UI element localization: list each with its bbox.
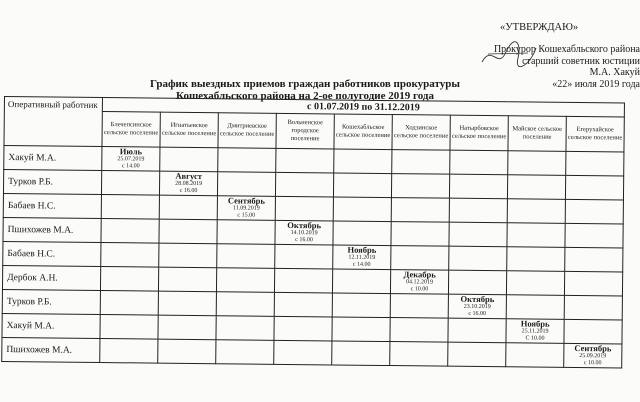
empty-cell [449,174,507,199]
empty-cell [390,318,448,343]
settlement-header: Вольненское городское поселение [276,113,334,149]
empty-cell [332,341,390,366]
visit-date: 14.10.2019 [290,230,318,237]
empty-cell [508,151,566,176]
empty-cell [333,173,391,198]
empty-cell [390,294,448,319]
empty-cell [507,175,565,200]
visit-cell [217,196,275,221]
visit-date: 25.09.2019 [579,353,607,360]
empty-cell [217,244,275,269]
empty-cell [333,197,391,222]
signature-line: М.А. Хакуй [589,67,640,78]
empty-cell [564,271,622,296]
empty-cell [159,243,217,268]
settlement-header: Кошехабльское сельское поселение [334,114,392,150]
empty-cell [448,270,506,295]
empty-cell [506,295,564,320]
visit-time: С 10.00 [525,335,545,342]
empty-cell [564,319,622,344]
schedule-table [1,96,625,368]
visit-month: Июль [119,146,143,157]
signature-line: старший советник юстиции [522,55,640,67]
empty-cell [160,147,218,172]
empty-cell [217,220,275,245]
empty-cell [391,246,449,271]
empty-cell [159,195,217,220]
visit-time: с 16.00 [468,310,487,318]
empty-cell [450,150,508,175]
empty-cell [100,267,158,292]
empty-cell [274,340,332,365]
empty-cell [390,342,448,367]
visit-cell [448,294,506,319]
approval-signature-block [440,44,640,90]
empty-cell [101,171,159,196]
empty-cell [448,318,506,343]
visit-cell [102,147,160,172]
visit-date: 23.10.2019 [463,303,491,311]
visit-month: Октябрь [460,293,495,305]
empty-cell [391,174,449,199]
empty-cell [392,150,450,175]
empty-cell [334,149,392,174]
empty-cell [391,222,449,247]
empty-cell [275,172,333,197]
empty-cell [101,219,159,244]
empty-cell [100,339,158,364]
settlement-header: Дмитриевское сельское поселение [218,113,276,149]
visit-cell [564,343,622,368]
empty-cell [276,148,334,173]
worker-column-header: Оперативный работник [4,97,103,147]
visit-month: Декабрь [403,269,436,280]
empty-cell [100,291,158,316]
empty-cell [565,175,623,200]
empty-cell [566,151,624,176]
title-line: График выездных приемов граждан работников прокуратуры [150,78,460,90]
visit-date: 04.12.2019 [406,279,434,286]
worker-name: Турков Р.Б. [3,170,101,195]
empty-cell [332,293,390,318]
signature-line: «22» июля 2019 года [552,78,640,90]
title-line: Кошехабльского района на 2-ое полугодие 2019 года [176,90,434,102]
visit-date: 25.07.2019 [117,156,145,163]
empty-cell [506,271,564,296]
worker-name: Хакуй М.А. [2,313,100,338]
empty-cell [274,316,332,341]
worker-name: Пшихожев М.А. [3,217,101,242]
visit-cell [275,220,333,245]
empty-cell [449,246,507,271]
empty-cell [218,148,276,173]
visit-date: 12.11.2019 [348,254,376,261]
worker-name: Хакуй М.А. [4,146,102,171]
visit-month: Сентябрь [574,342,612,354]
empty-cell [565,247,623,272]
empty-cell [158,339,216,364]
visit-month: Сентябрь [227,195,265,206]
empty-cell [216,268,274,293]
worker-name: Бабаев Н.С. [3,193,101,218]
empty-cell [158,267,216,292]
approval-stamp-label: «УТВЕРЖДАЮ» [500,22,579,33]
worker-name: Пшихожев М.А. [2,337,100,362]
worker-name: Дербок А.Н. [2,265,100,290]
empty-cell [333,221,391,246]
empty-cell [565,199,623,224]
empty-cell [216,340,274,365]
worker-name: Бабаев Н.С. [3,241,101,266]
worker-name: Турков Р.Б. [2,289,100,314]
settlement-header: Блечепсинское сельское поселение [102,112,160,148]
visit-cell [159,171,217,196]
empty-cell [332,317,390,342]
empty-cell [217,172,275,197]
empty-cell [506,343,564,368]
visit-cell [333,245,391,270]
settlement-header: Егерухайское сельское поселение [566,116,624,152]
visit-time: с 10.00 [410,286,429,293]
schedule-body [2,146,624,368]
visit-time: с 10.00 [583,360,602,367]
settlement-header: Ходзинское сельское поселение [392,115,450,151]
visit-month: Октябрь [287,219,322,231]
empty-cell [275,196,333,221]
visit-cell [390,270,448,295]
empty-cell [100,315,158,340]
visit-time: с 15.00 [237,212,256,219]
empty-cell [274,268,332,293]
visit-date: 28.08.2019 [175,180,203,188]
empty-cell [448,342,506,367]
visit-cell [506,319,564,344]
settlement-header: Натырбовское сельское поселение [450,115,508,151]
visit-time: с 16.00 [179,187,198,195]
visit-time: с 16.00 [295,237,313,244]
empty-cell [274,292,332,317]
empty-cell [158,291,216,316]
empty-cell [159,219,217,244]
visit-date: 11.09.2019 [232,205,260,212]
settlement-header: Игнатьевское сельское поселение [160,112,218,148]
empty-cell [101,243,159,268]
empty-cell [564,295,622,320]
empty-cell [449,222,507,247]
period-header: с 01.07.2019 по 31.12.2019 [102,98,624,117]
empty-cell [216,292,274,317]
empty-cell [507,199,565,224]
visit-date: 25.11.2019 [521,328,549,335]
empty-cell [101,195,159,220]
visit-month: Август [175,170,202,182]
visit-time: с 14.00 [121,163,140,170]
empty-cell [449,198,507,223]
empty-cell [565,223,623,248]
empty-cell [216,316,274,341]
empty-cell [391,198,449,223]
empty-cell [507,223,565,248]
visit-time: с 14.00 [352,261,371,268]
empty-cell [507,247,565,272]
visit-month: Ноябрь [347,244,377,255]
visit-month: Ноябрь [520,318,550,329]
empty-cell [158,315,216,340]
empty-cell [275,244,333,269]
empty-cell [332,269,390,294]
signature-line: Прокурор Кошехабльского района [493,44,640,55]
settlement-header: Майское сельское поселение [508,116,566,152]
